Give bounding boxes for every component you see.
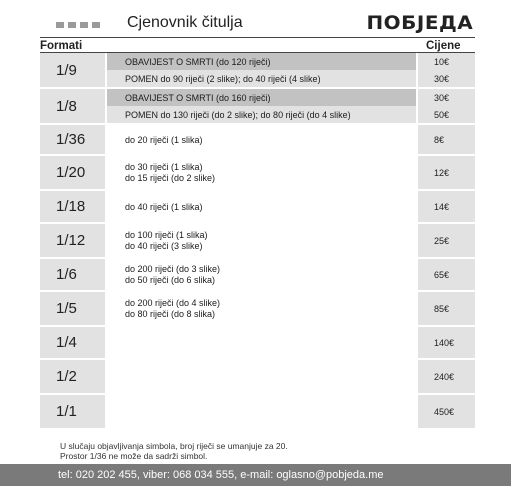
description-line: [107, 156, 416, 189]
price-value: 25€: [434, 235, 450, 246]
price-value: 14€: [434, 201, 450, 212]
description-line: OBAVIJEST O SMRTI (do 160 riječi): [107, 89, 416, 106]
price-cell: [418, 327, 475, 358]
description-text: do 50 riječi (do 6 slika): [125, 274, 216, 285]
price-value: 85€: [434, 303, 450, 314]
table-row: [40, 156, 475, 191]
description-line: [107, 360, 416, 393]
header: [0, 0, 511, 38]
format-cell: 1/12: [40, 224, 105, 257]
price-value: 240€: [434, 371, 455, 382]
price-cell: [418, 259, 475, 290]
description-cell: [107, 89, 416, 123]
price-cell: [418, 125, 475, 154]
description-line: [107, 259, 416, 290]
price-value: 10€: [434, 56, 450, 67]
description-text: do 40 riječi (3 slike): [125, 240, 203, 251]
description-line: POMEN do 90 riječi (2 slike); do 40 riječi (4 slike): [107, 70, 416, 87]
brand-logo: ПОБЈЕДА: [366, 12, 474, 34]
description-cell: [107, 191, 416, 222]
price-value: 8€: [434, 134, 445, 145]
table-row: [40, 360, 475, 395]
description-cell: [107, 360, 416, 393]
description-cell: [107, 327, 416, 358]
table-row: [40, 125, 475, 156]
page-title: Cjenovnik čitulja: [127, 14, 243, 31]
description-line: [107, 327, 416, 358]
column-header-format: Formati: [40, 40, 83, 52]
table-row: [40, 395, 475, 430]
format-cell: 1/4: [40, 327, 105, 358]
price-cell: [418, 53, 475, 87]
description-text: do 80 riječi (do 8 slika): [125, 308, 216, 319]
description-cell: [107, 292, 416, 325]
description-text: do 200 riječi (do 3 slike): [125, 263, 221, 274]
square-mark: [56, 22, 64, 28]
price-cell: [418, 292, 475, 325]
price-cell: [418, 360, 475, 393]
format-cell: 1/8: [40, 89, 105, 123]
description-line: OBAVIJEST O SMRTI (do 120 riječi): [107, 53, 416, 70]
description-text: do 30 riječi (1 slika): [125, 161, 203, 172]
price-value: 50€: [434, 109, 450, 120]
format-cell: 1/20: [40, 156, 105, 189]
contact-footer: [0, 464, 511, 486]
description-line: [107, 224, 416, 257]
footnote-line: Prostor 1/36 ne može da sadrži simbol.: [60, 450, 208, 461]
square-mark: [80, 22, 88, 28]
price-value: 30€: [434, 73, 450, 84]
price-value: 65€: [434, 269, 450, 280]
price-table: [40, 53, 475, 430]
description-line: POMEN do 130 riječi (do 2 slike); do 80 riječi (do 4 slike): [107, 106, 416, 123]
format-cell: 1/1: [40, 395, 105, 428]
contact-text: tel: 020 202 455, viber: 068 034 555, e-mail: oglasno@pobjeda.me: [58, 469, 384, 481]
table-row: [40, 89, 475, 125]
price-value: 12€: [434, 167, 450, 178]
format-cell: 1/5: [40, 292, 105, 325]
description-cell: [107, 259, 416, 290]
description-line: [107, 395, 416, 428]
description-text: do 100 riječi (1 slika): [125, 229, 208, 240]
price-cell: [418, 89, 475, 123]
price-cell: [418, 395, 475, 428]
format-cell: 1/18: [40, 191, 105, 222]
price-cell: [418, 156, 475, 189]
format-cell: 1/2: [40, 360, 105, 393]
table-row: [40, 224, 475, 259]
description-line: [107, 292, 416, 325]
square-mark: [68, 22, 76, 28]
decorative-squares: [56, 22, 100, 28]
description-cell: [107, 53, 416, 87]
table-row: [40, 259, 475, 292]
description-cell: [107, 395, 416, 428]
description-text: do 15 riječi (do 2 slike): [125, 172, 216, 183]
format-cell: 1/9: [40, 53, 105, 87]
price-value: 140€: [434, 337, 455, 348]
description-cell: [107, 156, 416, 189]
price-cell: [418, 191, 475, 222]
description-cell: [107, 224, 416, 257]
description-text: do 200 riječi (do 4 slike): [125, 297, 221, 308]
description-line: do 20 riječi (1 slika): [125, 134, 203, 145]
table-row: [40, 327, 475, 360]
table-row: [40, 191, 475, 224]
description-line: do 40 riječi (1 slika): [125, 201, 203, 212]
square-mark: [92, 22, 100, 28]
format-cell: 1/36: [40, 125, 105, 154]
divider: [40, 37, 475, 38]
table-row: [40, 53, 475, 89]
format-cell: 1/6: [40, 259, 105, 290]
table-row: [40, 292, 475, 327]
footnote-line: U slučaju objavljivanja simbola, broj riječi se umanjuje za 20.: [60, 441, 288, 451]
column-header-price: Cijene: [426, 40, 461, 52]
price-value: 30€: [434, 92, 450, 103]
footnote: [60, 442, 288, 461]
price-cell: [418, 224, 475, 257]
price-value: 450€: [434, 406, 455, 417]
description-cell: [107, 125, 416, 154]
